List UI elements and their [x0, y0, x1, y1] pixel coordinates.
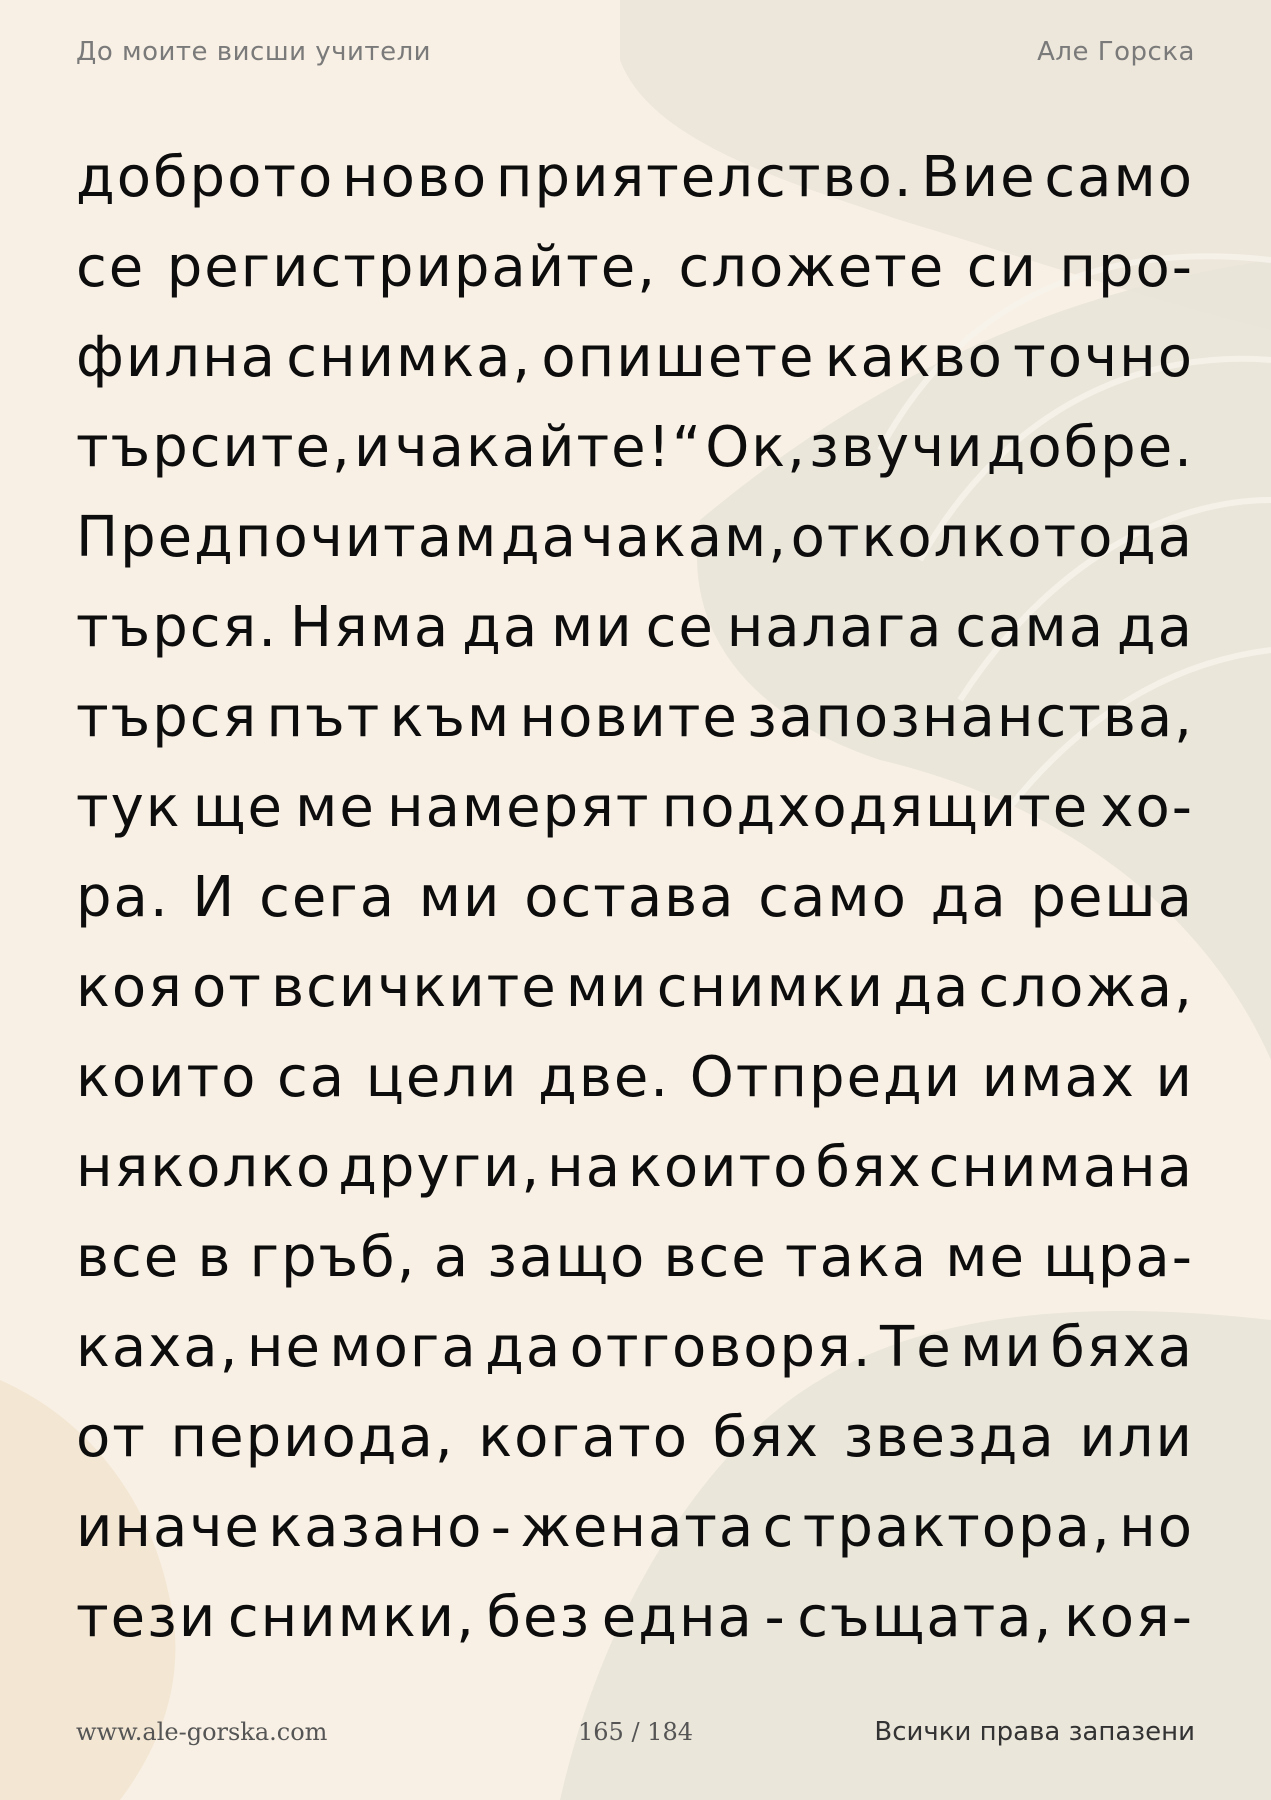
word: ме: [945, 1225, 1026, 1290]
text-line: [76, 313, 1194, 403]
copyright-notice: Всички права запазени: [874, 1717, 1195, 1747]
word: без: [486, 1585, 592, 1650]
word: тук: [76, 775, 182, 840]
word: същата,: [797, 1585, 1054, 1650]
word: когато: [478, 1405, 689, 1470]
word: И: [192, 865, 237, 930]
word: търся: [76, 685, 259, 750]
word: опишете: [541, 325, 816, 390]
word: доброто: [76, 145, 335, 210]
word: всичките: [271, 955, 558, 1020]
word: налага: [726, 595, 944, 660]
word: чакайте!“: [394, 415, 704, 480]
word: запознанства,: [747, 685, 1194, 750]
word: трактора,: [802, 1495, 1112, 1560]
word: казано: [268, 1495, 484, 1560]
text-line: [76, 493, 1194, 583]
word: регистрирайте,: [166, 235, 657, 300]
word: все: [76, 1225, 181, 1290]
word: щра-: [1043, 1225, 1194, 1290]
word: две.: [538, 1045, 671, 1110]
word: отколкото: [790, 505, 1115, 570]
text-line: [76, 1393, 1194, 1483]
word: снимана: [928, 1135, 1194, 1200]
word: Предпочитам: [76, 505, 499, 570]
word: да: [462, 595, 540, 660]
word: Ок,: [705, 415, 807, 480]
text-line: [76, 1123, 1194, 1213]
word: ще: [192, 775, 284, 840]
word: ра.: [76, 865, 170, 930]
word: остава: [524, 865, 736, 930]
page-number: 165 / 184: [578, 1718, 693, 1746]
word: да: [485, 1315, 563, 1380]
word: от: [192, 955, 263, 1020]
word: отговоря.: [569, 1315, 873, 1380]
word: сега: [259, 865, 397, 930]
word: коя: [76, 955, 184, 1020]
word: да: [930, 865, 1008, 930]
word: защо: [487, 1225, 647, 1290]
word: търся.: [76, 595, 279, 660]
word: реша: [1030, 865, 1194, 930]
text-line: [76, 1303, 1194, 1393]
word: на: [547, 1135, 623, 1200]
word: снимки,: [227, 1585, 476, 1650]
word: които: [76, 1045, 258, 1110]
word: една: [601, 1585, 754, 1650]
word: път: [266, 685, 382, 750]
word: се: [76, 235, 146, 300]
word: Вие: [921, 145, 1037, 210]
word: звезда: [843, 1405, 1056, 1470]
word: каха,: [76, 1315, 240, 1380]
book-title: До моите висши учители: [76, 37, 432, 67]
text-line: [76, 403, 1194, 493]
word: а: [433, 1225, 471, 1290]
word: ми: [960, 1315, 1043, 1380]
word: или: [1079, 1405, 1194, 1470]
word: все: [663, 1225, 768, 1290]
word: други,: [338, 1135, 542, 1200]
text-line: [76, 133, 1194, 223]
word: се: [645, 595, 715, 660]
word: само: [758, 865, 908, 930]
word: не: [246, 1315, 322, 1380]
page-footer: [76, 1712, 1195, 1752]
text-line: [76, 1483, 1194, 1573]
word: -: [764, 1585, 787, 1650]
word: приятелство.: [495, 145, 914, 210]
word: чакам,: [580, 505, 789, 570]
text-line: [76, 853, 1194, 943]
word: подходящите: [661, 775, 1090, 840]
word: търсите,: [76, 415, 352, 480]
word: бях: [712, 1405, 821, 1470]
text-line: [76, 223, 1194, 313]
word: които: [628, 1135, 810, 1200]
word: точно: [1013, 325, 1194, 390]
text-line: [76, 763, 1194, 853]
word: и: [1155, 1045, 1194, 1110]
word: хо-: [1100, 775, 1194, 840]
text-line: [76, 583, 1194, 673]
word: цели: [365, 1045, 519, 1110]
word: добре.: [986, 415, 1194, 480]
word: -: [490, 1495, 514, 1560]
word: само: [1044, 145, 1194, 210]
word: мога: [329, 1315, 478, 1380]
word: новите: [519, 685, 739, 750]
word: гръб,: [249, 1225, 417, 1290]
word: Те: [880, 1315, 953, 1380]
text-line: [76, 1573, 1194, 1663]
page-header: [76, 34, 1195, 70]
word: звучи: [809, 415, 985, 480]
word: от: [76, 1405, 147, 1470]
word: снимки: [656, 955, 886, 1020]
word: ново: [342, 145, 489, 210]
word: в: [197, 1225, 233, 1290]
word: снимка,: [286, 325, 533, 390]
word: ми: [565, 955, 649, 1020]
word: така: [784, 1225, 929, 1290]
text-line: [76, 943, 1194, 1033]
word: какво: [824, 325, 1004, 390]
word: сложа,: [978, 955, 1194, 1020]
word: няколко: [76, 1135, 333, 1200]
word: жената: [520, 1495, 756, 1560]
word: имах: [981, 1045, 1136, 1110]
word: Отпреди: [689, 1045, 963, 1110]
text-line: [76, 673, 1194, 763]
word: ме: [295, 775, 376, 840]
word: Няма: [289, 595, 451, 660]
word: намерят: [386, 775, 651, 840]
word: да: [893, 955, 971, 1020]
word: но: [1119, 1495, 1194, 1560]
word: са: [277, 1045, 347, 1110]
word: сама: [955, 595, 1106, 660]
website-link[interactable]: www.ale-gorska.com: [76, 1718, 328, 1746]
word: бях: [815, 1135, 923, 1200]
word: про-: [1059, 235, 1194, 300]
word: филна: [76, 325, 277, 390]
word: бяха: [1050, 1315, 1194, 1380]
word: коя-: [1063, 1585, 1194, 1650]
word: да: [500, 505, 578, 570]
word: периода,: [170, 1405, 455, 1470]
word: ми: [551, 595, 634, 660]
text-line: [76, 1213, 1194, 1303]
word: и: [353, 415, 393, 480]
word: с: [762, 1495, 796, 1560]
page-body-text: [76, 133, 1194, 1663]
word: сложете: [678, 235, 946, 300]
word: ми: [418, 865, 502, 930]
author-name: Але Горска: [1037, 37, 1195, 67]
word: иначе: [76, 1495, 261, 1560]
text-line: [76, 1033, 1194, 1123]
word: си: [966, 235, 1038, 300]
word: да: [1116, 595, 1194, 660]
word: тези: [76, 1585, 218, 1650]
word: към: [389, 685, 512, 750]
word: да: [1116, 505, 1194, 570]
